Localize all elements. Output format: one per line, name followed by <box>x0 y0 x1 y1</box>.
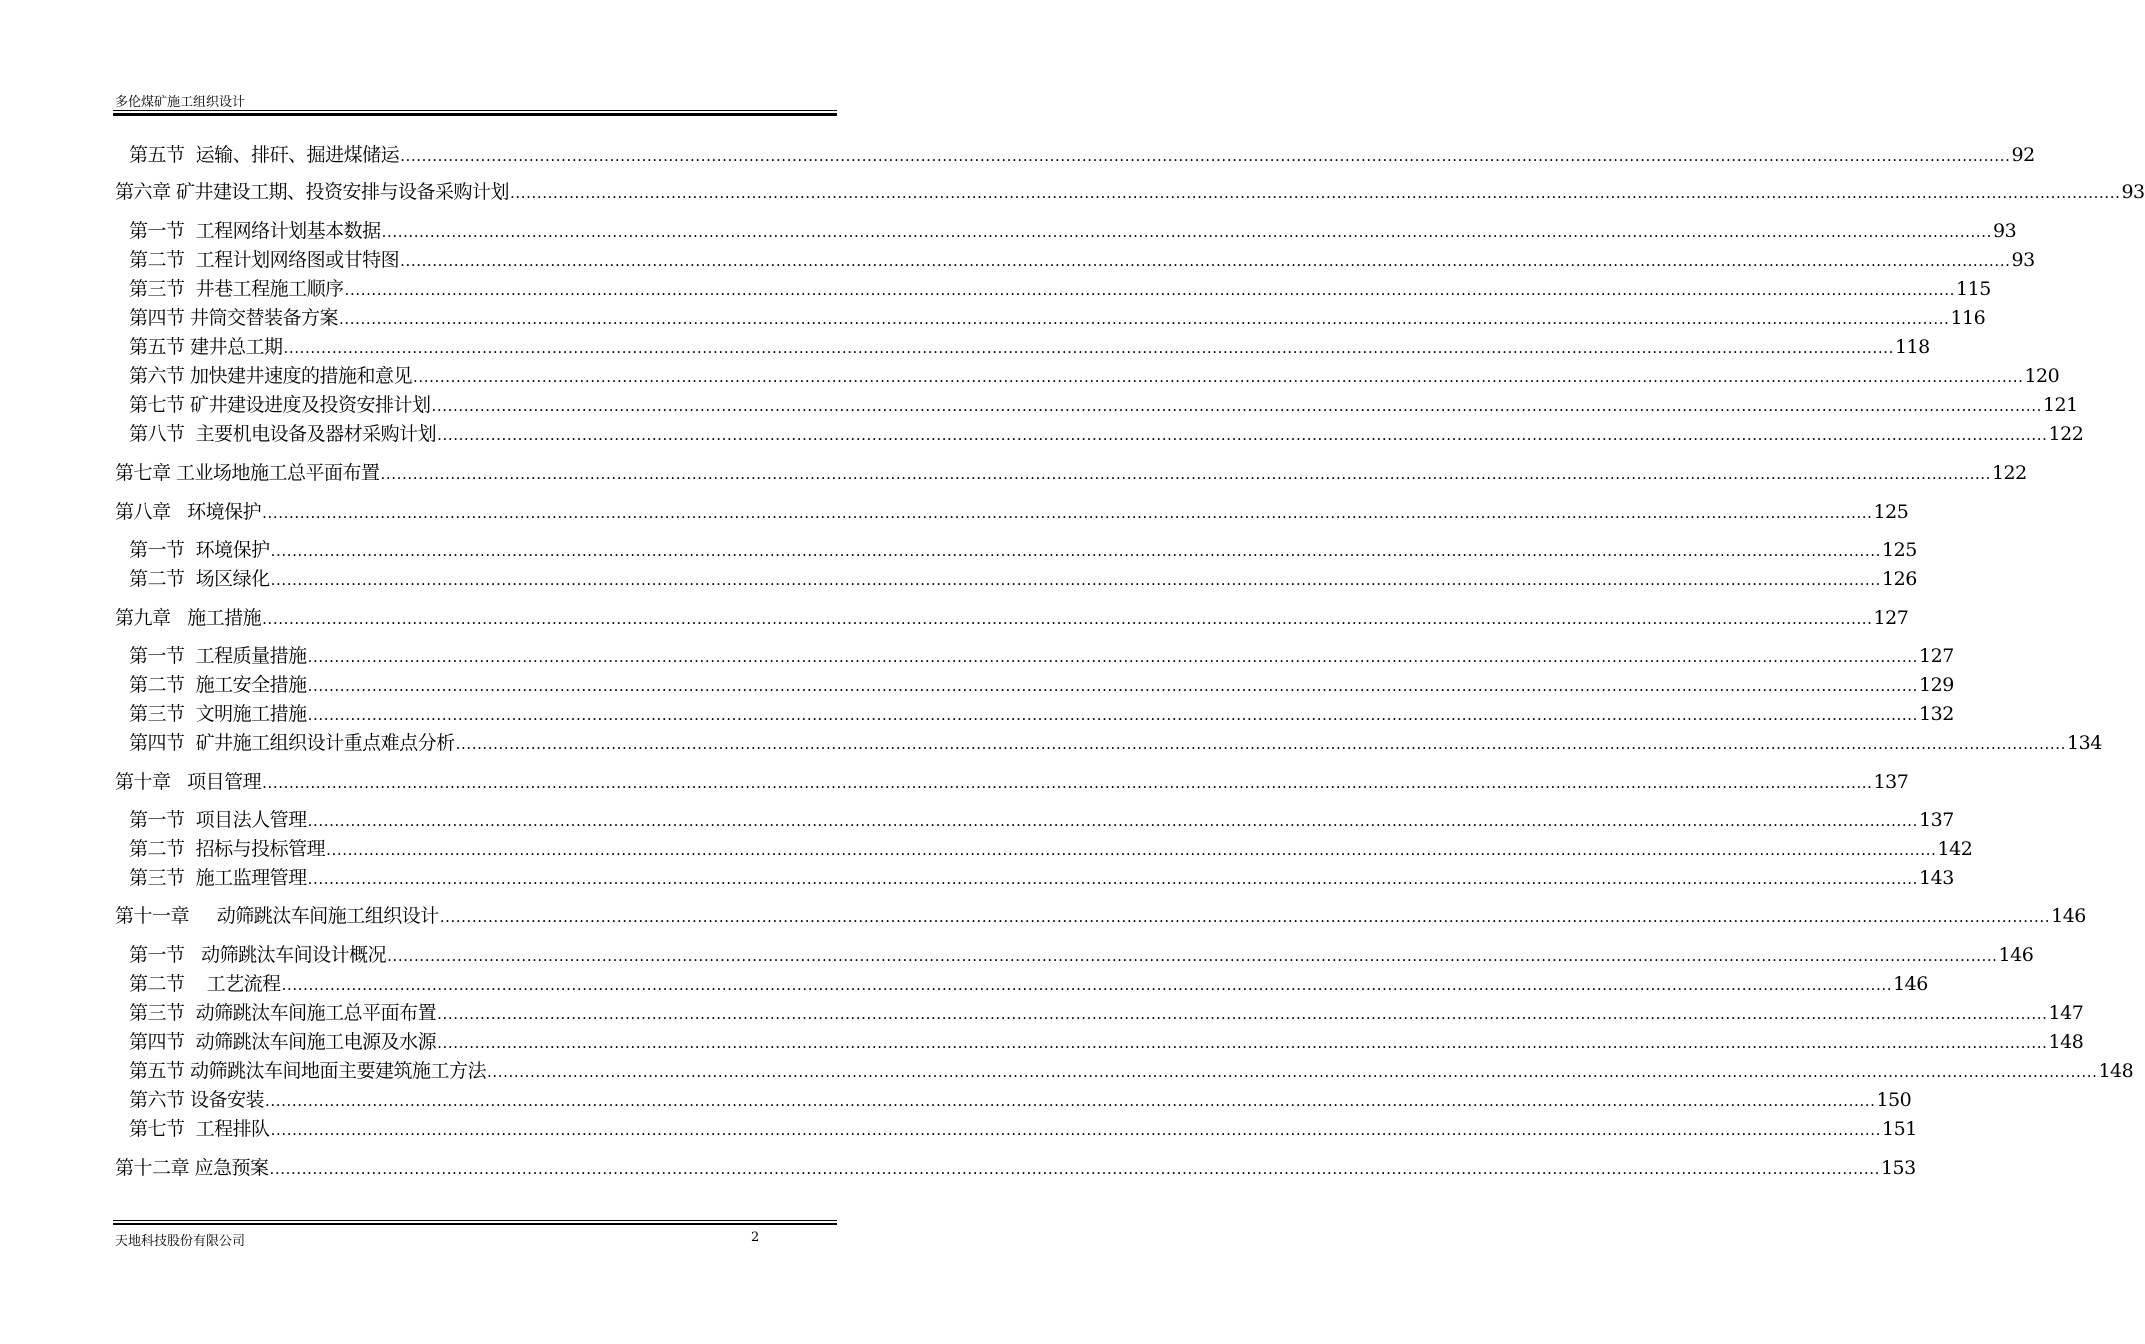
toc-entry-label: 第三节 井巷工程施工顺序 <box>129 278 344 300</box>
toc-dot-leader: ............................................................................................................................................................................................................................................................................................................ <box>413 368 2024 386</box>
toc-section-entry[interactable] <box>129 361 2060 388</box>
toc-section-entry[interactable] <box>129 390 2078 417</box>
toc-section-entry[interactable] <box>129 1085 1912 1112</box>
toc-entry-page-number: 116 <box>1950 307 1986 329</box>
toc-entry-label: 第五节 动筛跳汰车间地面主要建筑施工方法 <box>129 1060 487 1082</box>
toc-section-entry[interactable] <box>129 863 1954 890</box>
toc-entry-label: 第十章 项目管理 <box>115 771 262 793</box>
toc-entry-label: 第五节 建井总工期 <box>129 336 283 358</box>
toc-chapter-entry[interactable] <box>115 603 1909 630</box>
toc-dot-leader: ............................................................................................................................................................................................................................................................................................................ <box>283 339 1894 357</box>
toc-entry-page-number: 93 <box>2011 249 2035 271</box>
page-header-title: 多伦煤矿施工组织设计 <box>115 95 246 110</box>
toc-entry-page-number: 153 <box>1880 1157 1916 1179</box>
toc-entry-label: 第五节 运输、排矸、掘进煤储运 <box>129 144 400 166</box>
toc-section-entry[interactable] <box>129 969 1928 996</box>
toc-entry-page-number: 120 <box>2024 365 2060 387</box>
toc-dot-leader: ............................................................................................................................................................................................................................................................................................................ <box>400 147 2011 165</box>
toc-section-entry[interactable] <box>129 641 1954 668</box>
toc-entry-page-number: 127 <box>1873 607 1909 629</box>
toc-entry-label: 第九章 施工措施 <box>115 607 262 629</box>
toc-chapter-entry[interactable] <box>115 497 1909 524</box>
toc-dot-leader: ............................................................................................................................................................................................................................................................................................................ <box>437 426 2048 444</box>
toc-dot-leader: ............................................................................................................................................................................................................................................................................................................ <box>269 1160 1880 1178</box>
toc-entry-label: 第六节 加快建井速度的措施和意见 <box>129 365 413 387</box>
toc-section-entry[interactable] <box>129 535 1917 562</box>
toc-entry-label: 第七节 矿井建设进度及投资安排计划 <box>129 394 431 416</box>
toc-entry-label: 第二节 招标与投标管理 <box>129 838 326 860</box>
toc-section-entry[interactable] <box>129 564 1917 591</box>
toc-entry-label: 第八节 主要机电设备及器材采购计划 <box>129 423 437 445</box>
toc-entry-label: 第十一章 动筛跳汰车间施工组织设计 <box>115 905 439 927</box>
toc-entry-page-number: 122 <box>2048 423 2084 445</box>
toc-entry-label: 第七章 工业场地施工总平面布置 <box>115 462 380 484</box>
toc-dot-leader: ............................................................................................................................................................................................................................................................................................................ <box>262 504 1873 522</box>
toc-entry-label: 第一节 工程网络计划基本数据 <box>129 220 381 242</box>
toc-entry-page-number: 134 <box>2067 732 2102 754</box>
toc-entry-label: 第三节 施工监理管理 <box>129 867 307 889</box>
toc-entry-page-number: 115 <box>1956 278 1991 300</box>
toc-section-entry[interactable] <box>129 216 2017 243</box>
toc-entry-page-number: 147 <box>2048 1002 2084 1024</box>
toc-section-entry[interactable] <box>129 274 1991 301</box>
toc-entry-label: 第四节 动筛跳汰车间施工电源及水源 <box>129 1031 437 1053</box>
toc-section-entry[interactable] <box>129 940 2034 967</box>
toc-entry-page-number: 142 <box>1937 838 1973 860</box>
toc-entry-page-number: 121 <box>2042 394 2078 416</box>
toc-dot-leader: ............................................................................................................................................................................................................................................................................................................ <box>339 310 1950 328</box>
toc-dot-leader: ............................................................................................................................................................................................................................................................................................................ <box>510 184 2121 202</box>
toc-entry-page-number: 93 <box>1993 220 2017 242</box>
footer-rule-thin <box>113 1220 837 1221</box>
toc-entry-label: 第二节 工程计划网络图或甘特图 <box>129 249 400 271</box>
footer-company: 天地科技股份有限公司 <box>115 1234 246 1249</box>
toc-dot-leader: ............................................................................................................................................................................................................................................................................................................ <box>400 252 2011 270</box>
toc-entry-label: 第六节 设备安装 <box>129 1089 265 1111</box>
toc-dot-leader: ............................................................................................................................................................................................................................................................................................................ <box>380 465 1991 483</box>
toc-entry-page-number: 148 <box>2098 1060 2134 1082</box>
toc-dot-leader: ............................................................................................................................................................................................................................................................................................................ <box>270 571 1882 589</box>
toc-dot-leader: ............................................................................................................................................................................................................................................................................................................ <box>270 1121 1882 1139</box>
toc-dot-leader: ............................................................................................................................................................................................................................................................................................................ <box>387 947 1998 965</box>
toc-section-entry[interactable] <box>129 140 2035 167</box>
toc-chapter-entry[interactable] <box>115 177 2145 204</box>
toc-dot-leader: ............................................................................................................................................................................................................................................................................................................ <box>270 542 1882 560</box>
toc-dot-leader: ............................................................................................................................................................................................................................................................................................................ <box>437 1005 2048 1023</box>
toc-dot-leader: ............................................................................................................................................................................................................................................................................................................ <box>262 610 1873 628</box>
toc-chapter-entry[interactable] <box>115 1153 1916 1180</box>
toc-entry-label: 第一节 工程质量措施 <box>129 645 307 667</box>
toc-dot-leader: ............................................................................................................................................................................................................................................................................................................ <box>307 677 1919 695</box>
toc-section-entry[interactable] <box>129 1056 2134 1083</box>
toc-entry-label: 第二节 工艺流程 <box>129 973 281 995</box>
toc-dot-leader: ............................................................................................................................................................................................................................................................................................................ <box>326 841 1937 859</box>
toc-dot-leader: ............................................................................................................................................................................................................................................................................................................ <box>281 976 1893 994</box>
toc-entry-page-number: 151 <box>1882 1118 1917 1140</box>
footer-rule-thick <box>113 1223 837 1225</box>
toc-entry-page-number: 118 <box>1894 336 1930 358</box>
toc-entry-page-number: 146 <box>1893 973 1928 995</box>
toc-chapter-entry[interactable] <box>115 767 1909 794</box>
toc-entry-page-number: 92 <box>2011 144 2035 166</box>
toc-entry-label: 第八章 环境保护 <box>115 501 262 523</box>
toc-dot-leader: ............................................................................................................................................................................................................................................................................................................ <box>431 397 2042 415</box>
toc-dot-leader: ............................................................................................................................................................................................................................................................................................................ <box>344 281 1956 299</box>
toc-entry-label: 第三节 动筛跳汰车间施工总平面布置 <box>129 1002 437 1024</box>
toc-section-entry[interactable] <box>129 699 1954 726</box>
toc-dot-leader: ............................................................................................................................................................................................................................................................................................................ <box>265 1092 1876 1110</box>
toc-entry-page-number: 148 <box>2048 1031 2084 1053</box>
footer-page-number: 2 <box>751 1230 760 1245</box>
toc-entry-label: 第一节 动筛跳汰车间设计概况 <box>129 944 387 966</box>
toc-dot-leader: ............................................................................................................................................................................................................................................................................................................ <box>307 870 1919 888</box>
toc-entry-page-number: 93 <box>2121 181 2145 203</box>
toc-section-entry[interactable] <box>129 834 1973 861</box>
toc-dot-leader: ............................................................................................................................................................................................................................................................................................................ <box>487 1063 2098 1081</box>
toc-dot-leader: ............................................................................................................................................................................................................................................................................................................ <box>455 735 2067 753</box>
toc-entry-label: 第二节 场区绿化 <box>129 568 270 590</box>
toc-entry-page-number: 146 <box>1998 944 2034 966</box>
toc-entry-label: 第四节 矿井施工组织设计重点难点分析 <box>129 732 455 754</box>
toc-chapter-entry[interactable] <box>115 458 2027 485</box>
toc-section-entry[interactable] <box>129 1114 1917 1141</box>
toc-dot-leader: ............................................................................................................................................................................................................................................................................................................ <box>307 812 1919 830</box>
toc-section-entry[interactable] <box>129 332 1930 359</box>
toc-section-entry[interactable] <box>129 419 2084 446</box>
toc-section-entry[interactable] <box>129 670 1954 697</box>
toc-entry-page-number: 126 <box>1882 568 1917 590</box>
toc-entry-page-number: 143 <box>1919 867 1954 889</box>
toc-entry-label: 第一节 环境保护 <box>129 539 270 561</box>
toc-entry-page-number: 122 <box>1991 462 2027 484</box>
toc-entry-label: 第十二章 应急预案 <box>115 1157 269 1179</box>
toc-section-entry[interactable] <box>129 303 1986 330</box>
toc-section-entry[interactable] <box>129 728 2102 755</box>
toc-section-entry[interactable] <box>129 805 1954 832</box>
toc-entry-page-number: 125 <box>1882 539 1917 561</box>
toc-entry-label: 第三节 文明施工措施 <box>129 703 307 725</box>
toc-section-entry[interactable] <box>129 998 2084 1025</box>
toc-entry-page-number: 129 <box>1919 674 1954 696</box>
toc-dot-leader: ............................................................................................................................................................................................................................................................................................................ <box>307 648 1919 666</box>
toc-entry-page-number: 125 <box>1873 501 1909 523</box>
toc-entry-label: 第二节 施工安全措施 <box>129 674 307 696</box>
toc-entry-label: 第七节 工程排队 <box>129 1118 270 1140</box>
toc-entry-page-number: 132 <box>1919 703 1954 725</box>
toc-entry-page-number: 146 <box>2051 905 2086 927</box>
toc-section-entry[interactable] <box>129 1027 2084 1054</box>
toc-dot-leader: ............................................................................................................................................................................................................................................................................................................ <box>262 774 1873 792</box>
toc-dot-leader: ............................................................................................................................................................................................................................................................................................................ <box>439 908 2051 926</box>
toc-entry-page-number: 137 <box>1919 809 1954 831</box>
toc-entry-page-number: 137 <box>1873 771 1909 793</box>
toc-dot-leader: ............................................................................................................................................................................................................................................................................................................ <box>437 1034 2048 1052</box>
toc-entry-page-number: 127 <box>1919 645 1954 667</box>
toc-entry-label: 第六章 矿井建设工期、投资安排与设备采购计划 <box>115 181 510 203</box>
toc-dot-leader: ............................................................................................................................................................................................................................................................................................................ <box>381 223 1993 241</box>
toc-section-entry[interactable] <box>129 245 2035 272</box>
toc-entry-label: 第四节 井筒交替装备方案 <box>129 307 339 329</box>
toc-entry-label: 第一节 项目法人管理 <box>129 809 307 831</box>
toc-entry-page-number: 150 <box>1876 1089 1912 1111</box>
toc-dot-leader: ............................................................................................................................................................................................................................................................................................................ <box>307 706 1919 724</box>
toc-chapter-entry[interactable] <box>115 901 2086 928</box>
